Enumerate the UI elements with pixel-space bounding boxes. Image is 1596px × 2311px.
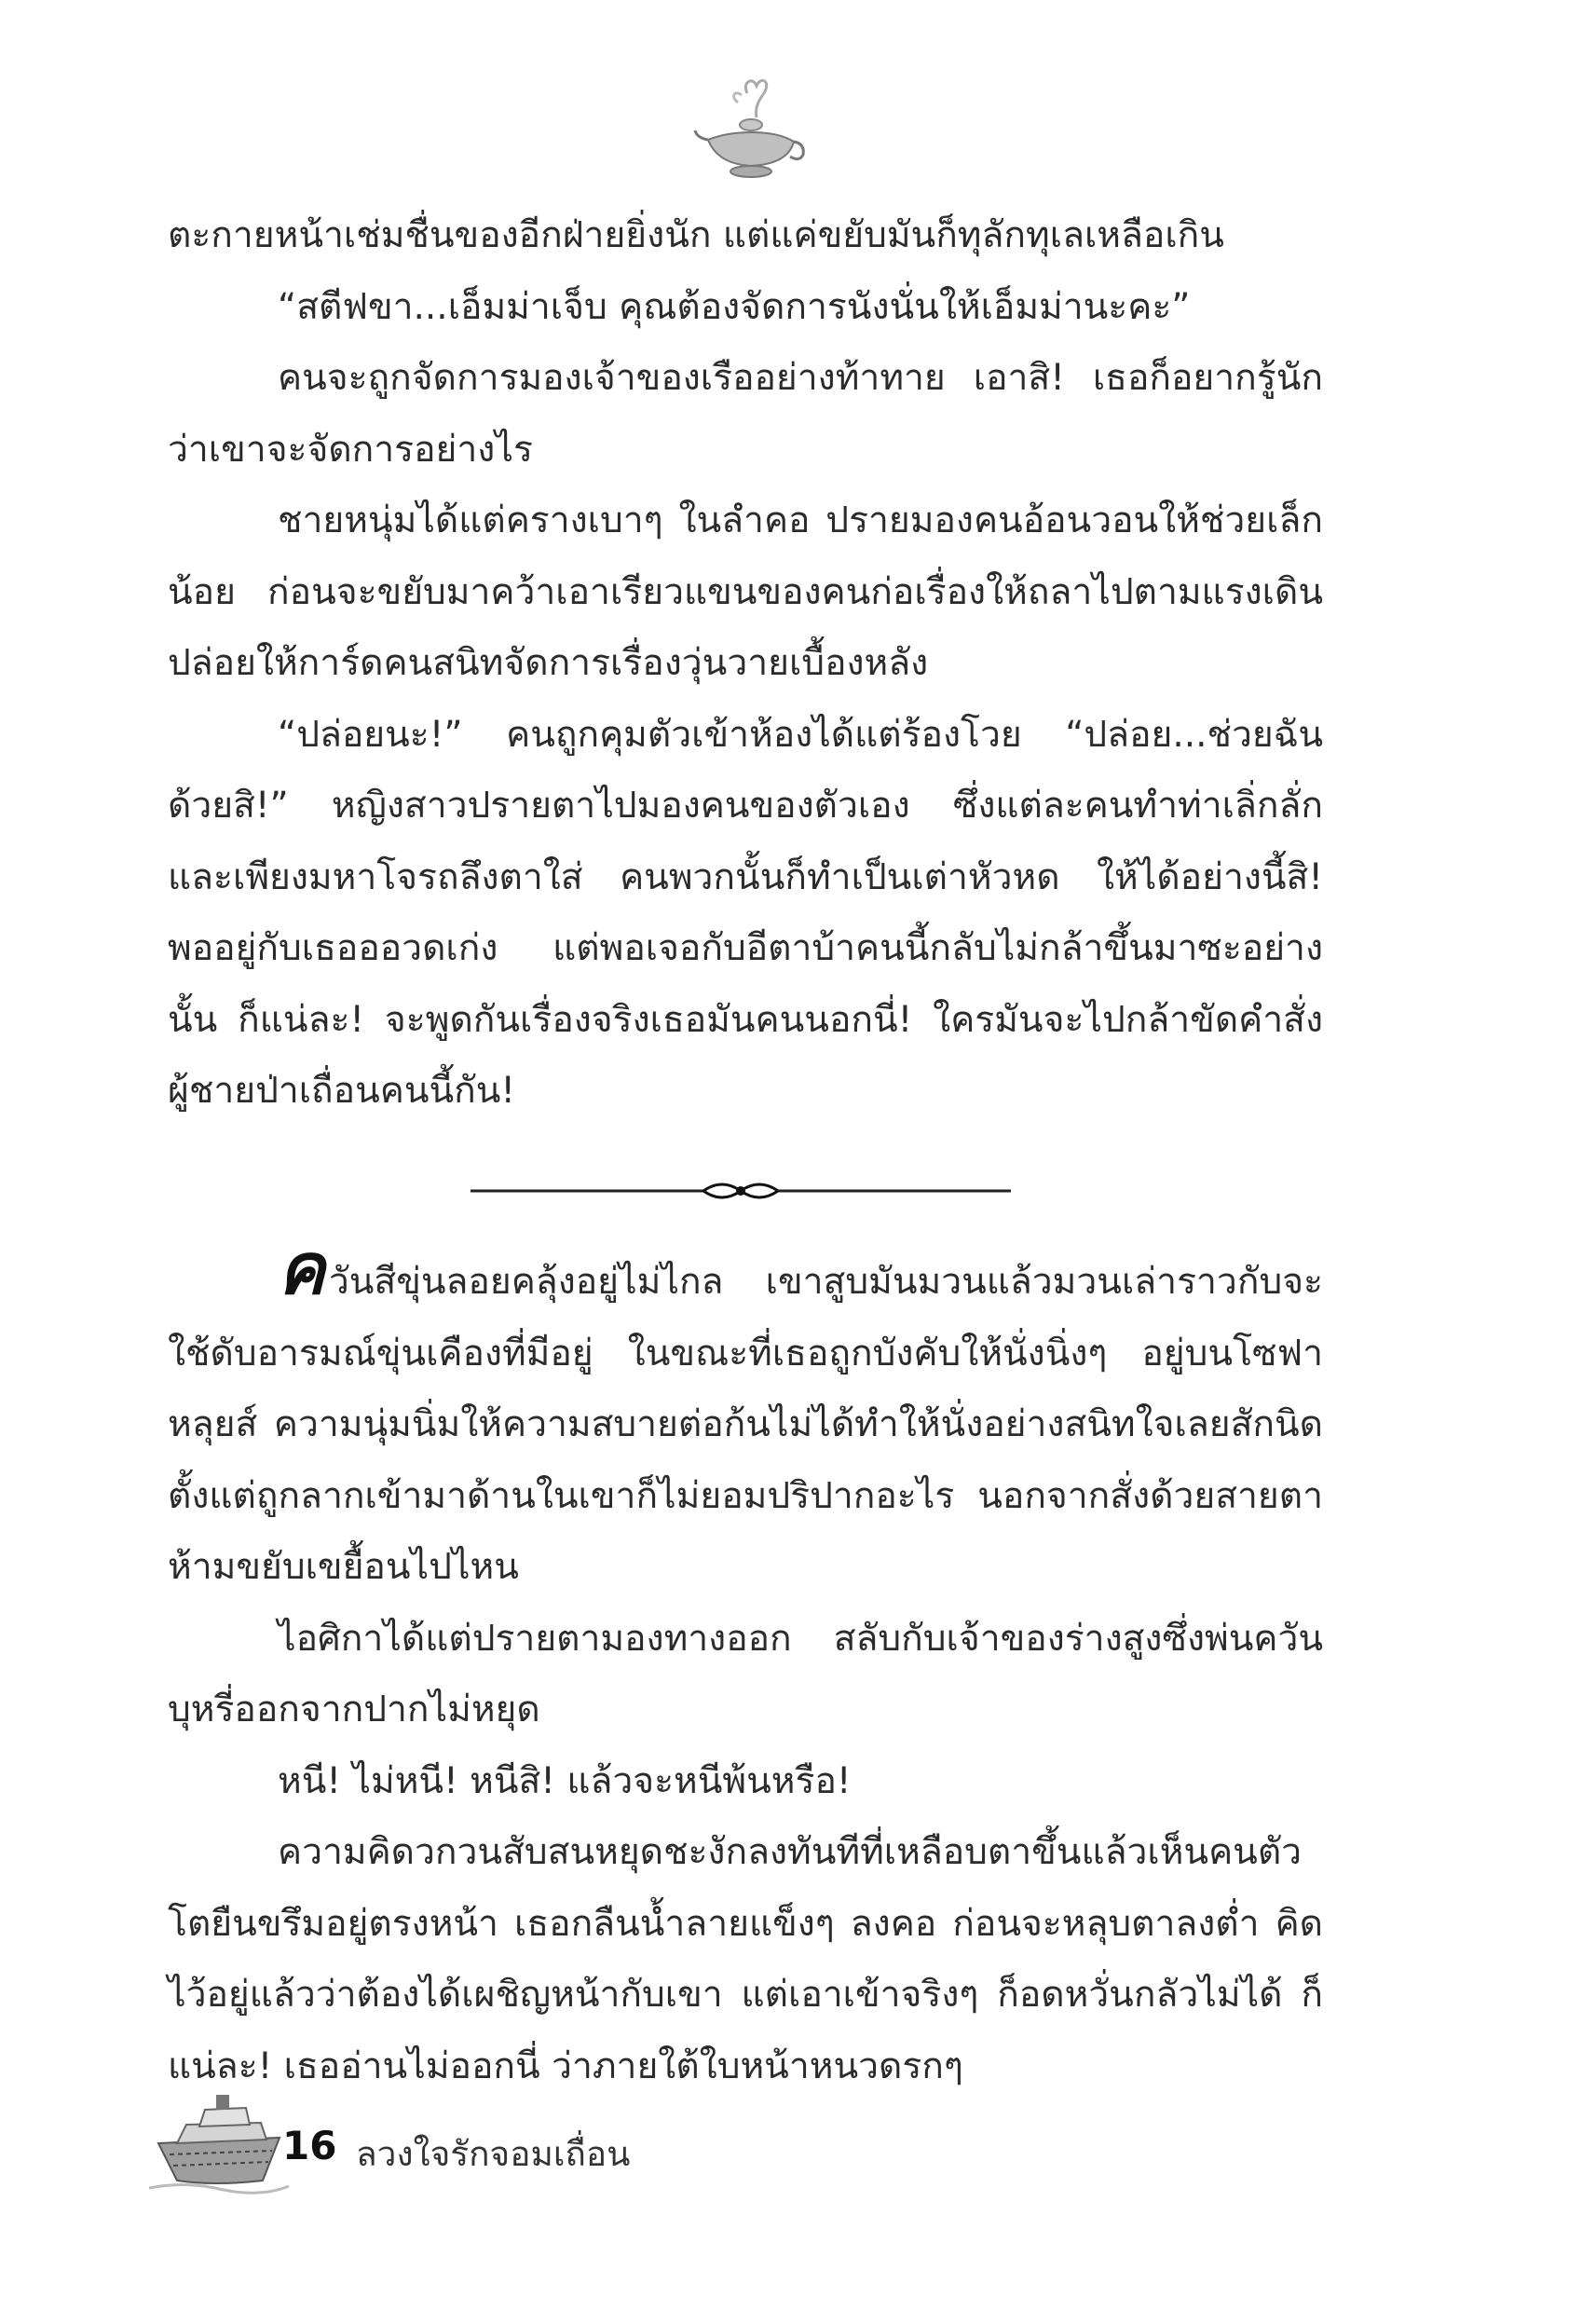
paragraph: หนี! ไม่หนี! หนีสิ! แล้วจะหนีพ้นหรือ! bbox=[278, 1759, 852, 1802]
body-text-top bbox=[168, 200, 1323, 1128]
page-footer bbox=[149, 2087, 801, 2199]
ornamental-divider bbox=[471, 1172, 1011, 1210]
cruise-ship-icon bbox=[149, 2087, 289, 2199]
paragraph: “สตีฟขา...เอ็มม่าเจ็บ คุณต้องจัดการนังนั่นให้เอ็มม่านะคะ” bbox=[278, 285, 1191, 328]
paragraph: “ปล่อยนะ!” คนถูกคุมตัวเข้าห้องได้แต่ร้องโวย “ปล่อย...ช่วยฉันด้วยสิ!” หญิงสาวปรายตาไปมองคนของตัวเอง ซึ่งแต่ละคนทำท่าเลิ่กลั่กและเพียงมหาโจรถลึงตาใส่ คนพวกนั้นก็ทำเป็นเต่าหัวหด ให้ได้อย่างนี้สิ! พออยู่กับเธอออวดเก่ง แต่พอเจอกับอีตาบ้าคนนี้กลับไม่กล้าขึ้นมาซะอย่างนั้น ก็แน่ละ! จะพูดกันเรื่องจริงเธอมันคนนอกนี่! ใครมันจะไปกล้าขัดคำสั่งผู้ชายป่าเถื่อนคนนี้กัน! bbox=[168, 713, 1323, 1112]
paragraph: ความคิดวกวนสับสนหยุดชะงักลงทันทีที่เหลือบตาขึ้นแล้วเห็นคนตัวโตยืนขรึมอยู่ตรงหน้า เธอกลืนน้ำลายแข็งๆ ลงคอ ก่อนจะหลุบตาลงต่ำ คิดไว้อยู่แล้วว่าต้องได้เผชิญหน้ากับเขา แต่เอาเข้าจริงๆ ก็อดหวั่นกลัวไม่ได้ ก็แน่ละ! เธออ่านไม่ออกนี่ ว่าภายใต้ใบหน้าหนวดรกๆ bbox=[168, 1831, 1323, 2087]
body-text-bottom bbox=[168, 1227, 1323, 2102]
dropcap-paragraph bbox=[168, 1227, 1323, 1604]
paragraph: ชายหนุ่มได้แต่ครางเบาๆ ในลำคอ ปรายมองคนอ้อนวอนให้ช่วยเล็กน้อย ก่อนจะขยับมาคว้าเอาเรียวแขนของคนก่อเรื่องให้ถลาไปตามแรงเดิน ปล่อยให้การ์ดคนสนิทจัดการเรื่องวุ่นวายเบื้องหลัง bbox=[168, 499, 1323, 684]
page-number: 16 bbox=[282, 2123, 337, 2168]
book-title: ลวงใจรักจอมเถื่อน bbox=[356, 2134, 631, 2174]
dropcap-paragraph-text: วันสีขุ่นลอยคลุ้งอยู่ไม่ไกล เขาสูบมันมวนแล้วมวนเล่าราวกับจะใช้ดับอารมณ์ขุ่นเคืองที่มีอยู่ ในขณะที่เธอถูกบังคับให้นั่งนิ่งๆ อยู่บนโซฟาหลุยส์ ความนุ่มนิ่มให้ความสบายต่อก้นไม่ได้ทำให้นั่งอย่างสนิทใจเลยสักนิด ตั้งแต่ถูกลากเข้ามาด้านในเขาก็ไม่ยอมปริปากอะไร นอกจากสั่งด้วยสายตาห้ามขยับเขยื้อนไปไหน bbox=[168, 1261, 1323, 1588]
paragraph: ไอศิกาได้แต่ปรายตามองทางออก สลับกับเจ้าของร่างสูงซึ่งพ่นควันบุหรี่ออกจากปากไม่หยุด bbox=[168, 1617, 1323, 1730]
genie-lamp-icon bbox=[689, 75, 811, 196]
paragraph: คนจะถูกจัดการมองเจ้าของเรืออย่างท้าทาย เอาสิ! เธอก็อยากรู้นักว่าเขาจะจัดการอย่างไร bbox=[168, 357, 1323, 471]
drop-cap: ค bbox=[278, 1227, 325, 1310]
paragraph: ตะกายหน้าเช่มชื่นของอีกฝ่ายยิ่งนัก แต่แค่ขยับมันก็ทุลักทุเลเหลือเกิน bbox=[168, 214, 1224, 256]
